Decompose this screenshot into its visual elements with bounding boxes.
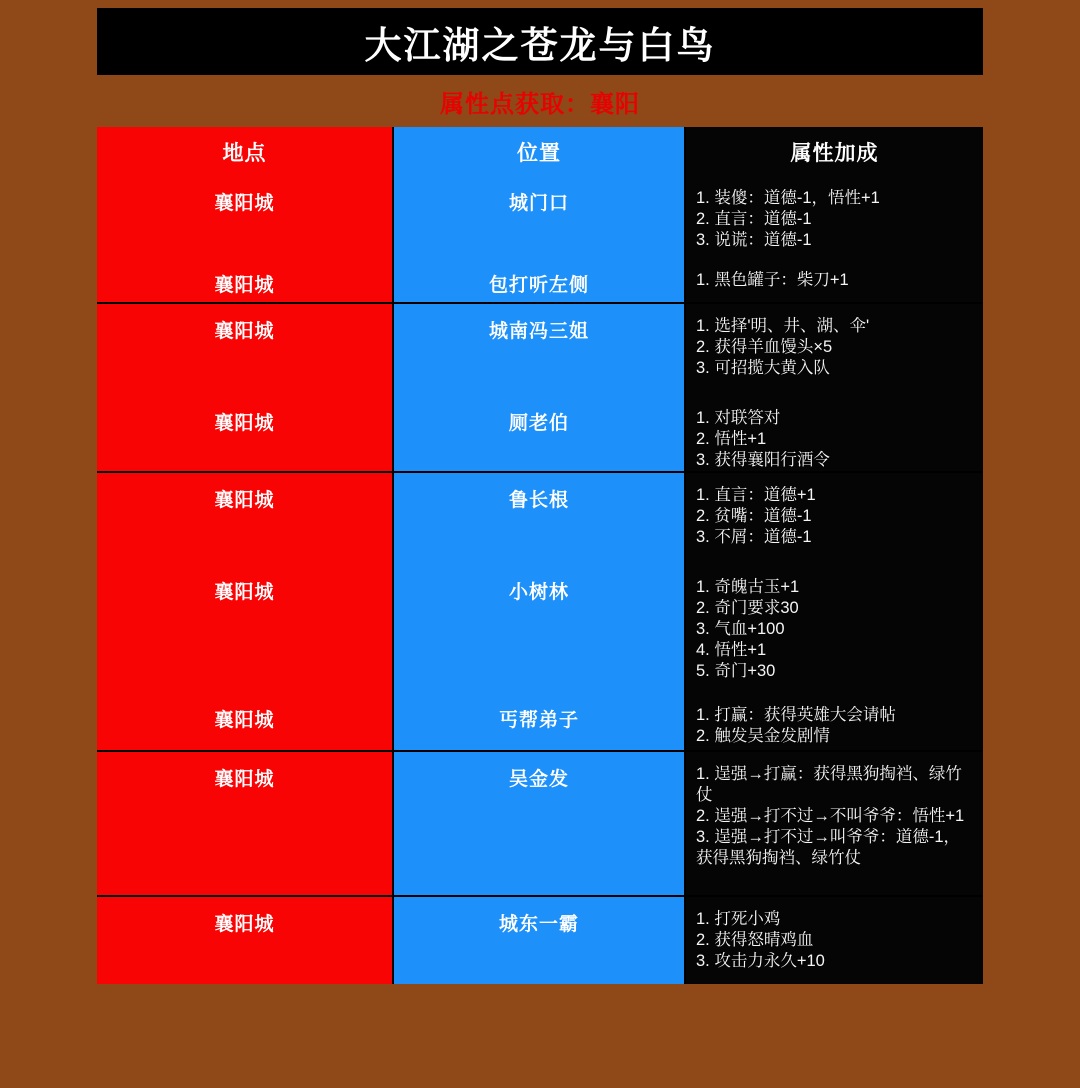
page-title: 大江湖之苍龙与白鸟 <box>364 24 716 66</box>
bonus-line: 2. 获得羊血馒头×5 <box>696 338 833 356</box>
table-row <box>97 258 983 302</box>
bonus-line: 4. 悟性+1 <box>696 641 767 659</box>
bonus-line: 2. 奇门要求30 <box>696 599 799 617</box>
location-cell: 襄阳城 <box>97 258 392 302</box>
bonus-line: 1. 打死小鸡 <box>696 910 781 928</box>
subtitle-row <box>97 75 983 127</box>
position-cell: 小树林 <box>394 565 684 693</box>
bonus-line: 3. 逞强→打不过→叫爷爷：道德-1，获得黑狗掏裆、绿竹仗 <box>696 828 961 867</box>
bonus-line: 3. 攻击力永久+10 <box>696 952 825 970</box>
location-cell: 襄阳城 <box>97 693 392 750</box>
table-row <box>97 176 983 258</box>
bonus-line: 2. 直言：道德-1 <box>696 210 812 228</box>
position-cell: 包打听左侧 <box>394 258 684 302</box>
bonus-cell <box>686 396 983 471</box>
position-cell: 厕老伯 <box>394 396 684 471</box>
table-row <box>97 302 983 396</box>
position-cell: 城南冯三姐 <box>394 304 684 396</box>
table-row <box>97 396 983 471</box>
bonus-cell <box>686 693 983 750</box>
bonus-cell <box>686 304 983 396</box>
table-row <box>97 895 983 984</box>
bonus-line: 1. 奇魄古玉+1 <box>696 578 800 596</box>
location-cell: 襄阳城 <box>97 304 392 396</box>
header-location: 地点 <box>97 127 392 176</box>
table-row <box>97 750 983 895</box>
table-row <box>97 693 983 750</box>
table-row <box>97 471 983 565</box>
position-cell: 丐帮弟子 <box>394 693 684 750</box>
header-bonus: 属性加成 <box>686 127 983 176</box>
table-row <box>97 565 983 693</box>
location-cell: 襄阳城 <box>97 473 392 565</box>
bonus-line: 2. 触发吴金发剧情 <box>696 727 830 745</box>
location-cell: 襄阳城 <box>97 897 392 984</box>
position-cell: 鲁长根 <box>394 473 684 565</box>
bonus-line: 2. 逞强→打不过→不叫爷爷：悟性+1 <box>696 807 965 825</box>
subtitle: 属性点获取：襄阳 <box>440 90 640 118</box>
bonus-line: 1. 黑色罐子：柴刀+1 <box>696 271 849 289</box>
bonus-line: 2. 贫嘴：道德-1 <box>696 507 812 525</box>
table-body <box>97 176 983 984</box>
location-cell: 襄阳城 <box>97 565 392 693</box>
bonus-line: 2. 悟性+1 <box>696 430 767 448</box>
bonus-cell <box>686 258 983 302</box>
bonus-line: 3. 不屑：道德-1 <box>696 528 812 546</box>
bonus-cell <box>686 752 983 895</box>
bonus-line: 1. 装傻：道德-1，悟性+1 <box>696 189 880 207</box>
bonus-line: 2. 获得怒晴鸡血 <box>696 931 814 949</box>
table-header-row <box>97 127 983 176</box>
bonus-line: 1. 选择'明、井、湖、伞' <box>696 317 870 335</box>
bonus-line: 3. 可招揽大黄入队 <box>696 359 830 377</box>
position-cell: 城门口 <box>394 176 684 258</box>
bonus-line: 3. 气血+100 <box>696 620 785 638</box>
bonus-line: 1. 打赢：获得英雄大会请帖 <box>696 706 896 724</box>
position-cell: 城东一霸 <box>394 897 684 984</box>
bonus-line: 3. 说谎：道德-1 <box>696 231 812 249</box>
bonus-line: 1. 直言：道德+1 <box>696 486 816 504</box>
bonus-line: 1. 逞强→打赢：获得黑狗掏裆、绿竹仗 <box>696 765 962 804</box>
bonus-cell <box>686 176 983 258</box>
bonus-line: 1. 对联答对 <box>696 409 781 427</box>
header-position: 位置 <box>394 127 684 176</box>
position-cell: 吴金发 <box>394 752 684 895</box>
title-bar <box>97 8 983 75</box>
attribute-guide-table <box>97 127 983 984</box>
bonus-cell <box>686 897 983 984</box>
location-cell: 襄阳城 <box>97 396 392 471</box>
bonus-line: 5. 奇门+30 <box>696 662 776 680</box>
bonus-line: 3. 获得襄阳行酒令 <box>696 451 830 469</box>
bonus-cell <box>686 473 983 565</box>
location-cell: 襄阳城 <box>97 176 392 258</box>
bonus-cell <box>686 565 983 693</box>
location-cell: 襄阳城 <box>97 752 392 895</box>
